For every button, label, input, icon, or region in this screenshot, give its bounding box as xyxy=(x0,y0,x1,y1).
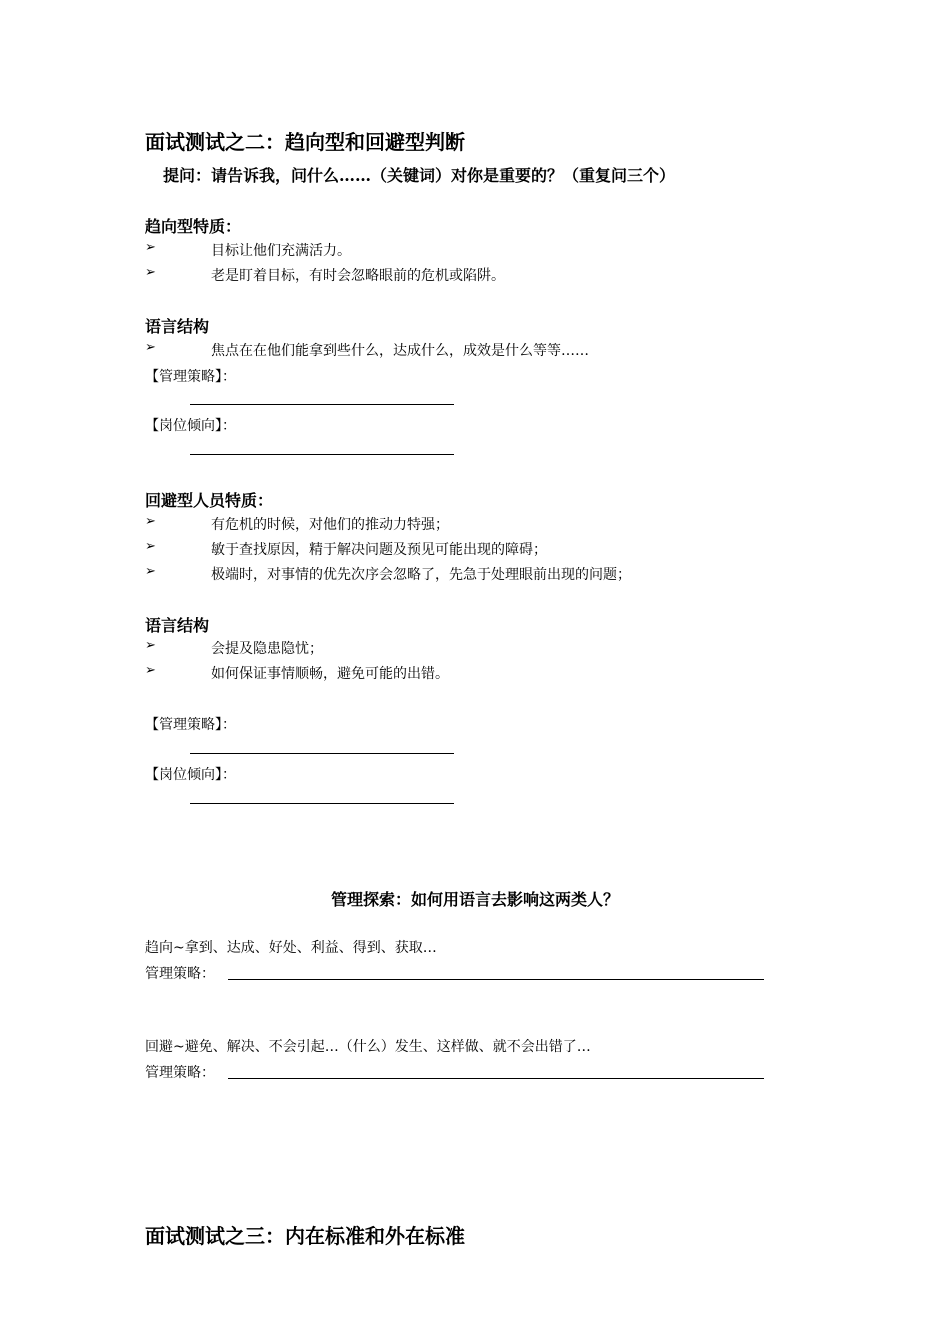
list-item: 如何保证事情顺畅，避免可能的出错。 xyxy=(211,666,449,682)
bullet-icon: ➢ xyxy=(145,663,156,678)
section-title: 面试测试之三：内在标准和外在标准 xyxy=(145,1224,465,1248)
list-item: 敏于查找原因，精于解决问题及预见可能出现的障碍； xyxy=(211,542,547,558)
answer-line[interactable] xyxy=(190,404,454,405)
position-label: 【岗位倾向】： xyxy=(145,767,236,783)
position-label: 【岗位倾向】： xyxy=(145,418,236,434)
strategy-label: 【管理策略】： xyxy=(145,717,236,733)
list-item: 焦点在在他们能拿到些什么，达成什么，成效是什么等等…… xyxy=(211,343,589,359)
bullet-icon: ➢ xyxy=(145,539,156,554)
bullet-icon: ➢ xyxy=(145,564,156,579)
avoid-words: 回避~避免、解决、不会引起…（什么）发生、这样做、就不会出错了… xyxy=(145,1039,591,1055)
list-item: 极端时，对事情的优先次序会忽略了，先急于处理眼前出现的问题； xyxy=(211,567,631,583)
bullet-icon: ➢ xyxy=(145,240,156,255)
approach-heading: 趋向型特质： xyxy=(145,217,242,236)
explore-title: 管理探索：如何用语言去影响这两类人？ xyxy=(330,890,619,909)
answer-line[interactable] xyxy=(190,454,454,455)
bullet-icon: ➢ xyxy=(145,514,156,529)
bullet-icon: ➢ xyxy=(145,638,156,653)
strategy-label: 管理策略： xyxy=(145,1065,215,1081)
answer-line[interactable] xyxy=(190,753,454,754)
avoid-heading: 回避型人员特质： xyxy=(145,491,274,510)
answer-line[interactable] xyxy=(190,803,454,804)
bullet-icon: ➢ xyxy=(145,340,156,355)
strategy-label: 管理策略： xyxy=(145,966,215,982)
section-title: 面试测试之二：趋向型和回避型判断 xyxy=(145,130,465,154)
list-item: 会提及隐患隐忧； xyxy=(211,641,323,657)
question-prompt: 提问：请告诉我，问什么……（关键词）对你是重要的？（重复问三个） xyxy=(163,166,676,185)
strategy-label: 【管理策略】： xyxy=(145,369,236,385)
list-item: 老是盯着目标，有时会忽略眼前的危机或陷阱。 xyxy=(211,268,505,284)
bullet-icon: ➢ xyxy=(145,265,156,280)
language-heading: 语言结构 xyxy=(145,616,210,635)
list-item: 目标让他们充满活力。 xyxy=(211,243,351,259)
language-heading: 语言结构 xyxy=(145,317,210,336)
answer-line[interactable] xyxy=(228,979,764,980)
answer-line[interactable] xyxy=(228,1078,764,1079)
approach-words: 趋向~拿到、达成、好处、利益、得到、获取… xyxy=(145,940,437,956)
list-item: 有危机的时候，对他们的推动力特强； xyxy=(211,517,449,533)
